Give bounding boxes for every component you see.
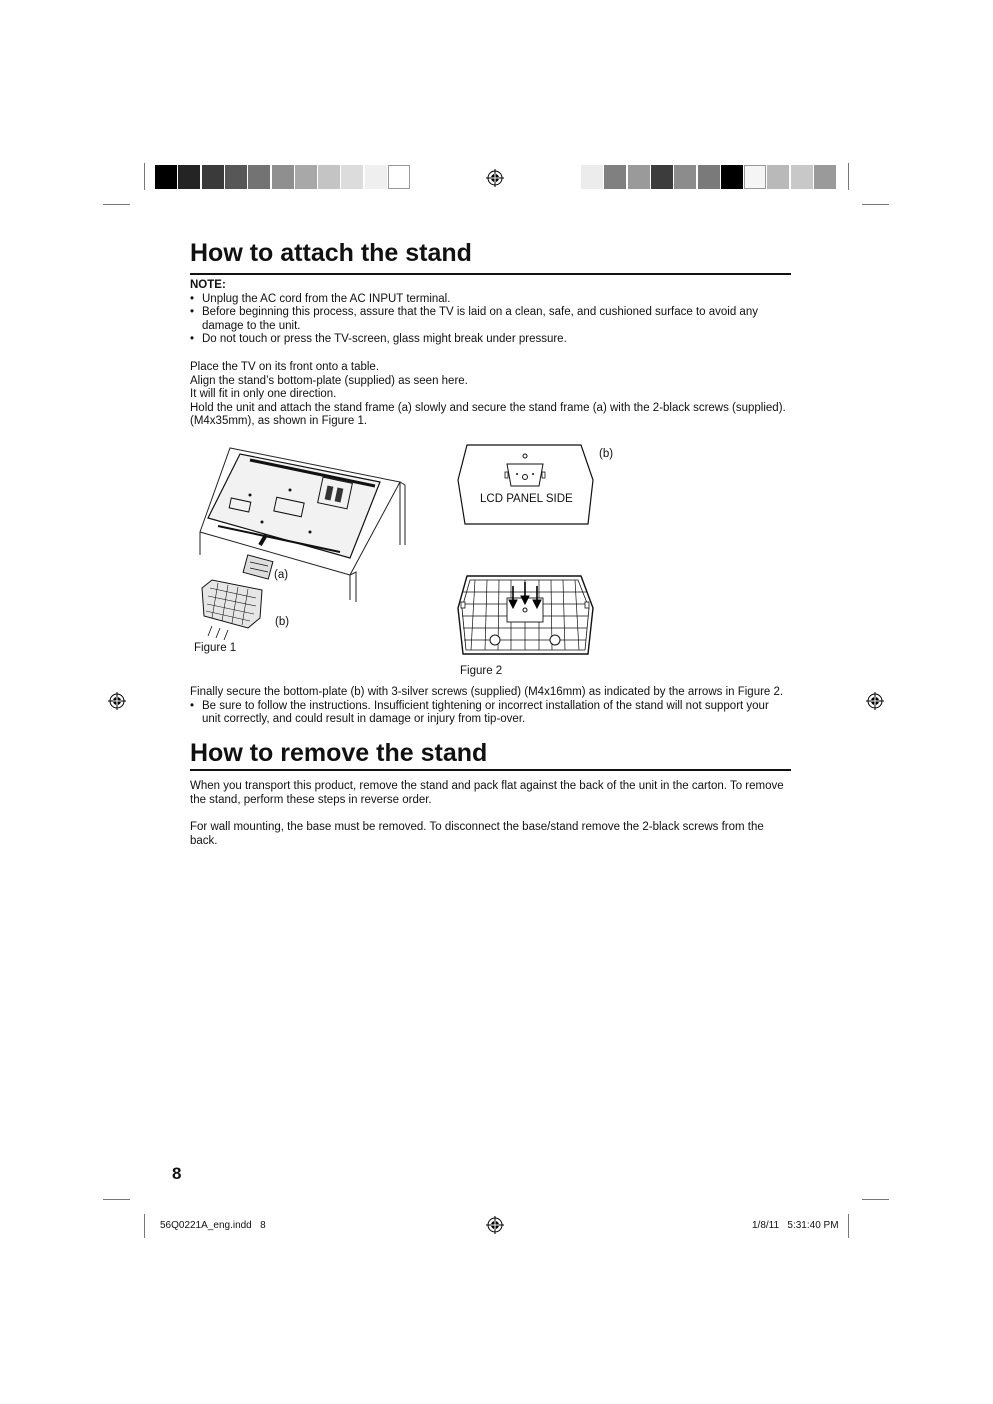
color-swatch [295, 165, 317, 189]
note-block [190, 279, 790, 347]
figure2-caption: Figure 2 [460, 665, 503, 677]
color-swatch [581, 165, 603, 189]
color-swatch [814, 165, 836, 189]
color-swatch [388, 165, 410, 189]
color-swatch [202, 165, 224, 189]
warning-item: • Be sure to follow the instructions. Insufficient tightening or incorrect installation of the stand will not support your unit correctly, and could result in damage or injury from tip-over. [190, 700, 790, 727]
color-swatch [721, 165, 743, 189]
registration-mark-icon [486, 169, 504, 187]
color-swatch [651, 165, 673, 189]
instruction-line: Hold the unit and attach the stand frame (a) slowly and secure the stand frame (a) with the 2-black screws (supplied). (M4x35mm), as shown in Figure 1. [190, 401, 786, 428]
instruction-line: Align the stand’s bottom-plate (supplied) as seen here. [190, 374, 468, 387]
remove-paragraph: When you transport this product, remove the stand and pack flat against the back of the unit in the carton. To remove the stand, perform these steps in reverse order. [190, 780, 784, 806]
registration-mark-icon [108, 692, 126, 710]
instruction-line: It will fit in only one direction. [190, 388, 337, 401]
registration-mark-icon [486, 1216, 504, 1234]
figure2-panel-side-label: LCD PANEL SIDE [480, 493, 573, 505]
remove-paragraph: For wall mounting, the base must be removed. To disconnect the base/stand remove the 2-black screws from the back. [190, 821, 764, 847]
note-item: • Unplug the AC cord from the AC INPUT terminal. [190, 293, 790, 307]
figure2-top-view [455, 440, 595, 530]
section-title-attach: How to attach the stand [190, 239, 472, 267]
crop-mark [103, 204, 130, 205]
crop-mark [144, 1214, 145, 1238]
instructions-block [190, 361, 790, 429]
figure2-bottom-view [455, 572, 595, 658]
figure1-label-a: (a) [274, 569, 289, 581]
color-swatch [225, 165, 247, 189]
figure1-illustration [190, 440, 415, 640]
crop-mark [103, 1199, 130, 1200]
crop-mark [848, 163, 849, 190]
section-title-remove: How to remove the stand [190, 739, 488, 767]
color-swatch [341, 165, 363, 189]
registration-mark-icon [866, 692, 884, 710]
crop-mark [862, 204, 889, 205]
color-swatch [155, 165, 177, 189]
footer-timestamp: 1/8/11 5:31:40 PM [752, 1220, 839, 1231]
color-swatch [744, 165, 766, 189]
crop-mark [848, 1214, 849, 1238]
color-swatch [178, 165, 200, 189]
final-step-paragraph: Finally secure the bottom-plate (b) with 3-silver screws (supplied) (M4x16mm) as indicated by the arrows in Figure 2. [190, 686, 784, 698]
instruction-line: Place the TV on its front onto a table. [190, 361, 380, 373]
color-swatch [698, 165, 720, 189]
crop-mark [144, 163, 145, 190]
note-label: NOTE: [190, 279, 226, 291]
title-rule [190, 273, 791, 275]
color-swatch [365, 165, 387, 189]
footer-file-name: 56Q0221A_eng.indd 8 [160, 1220, 266, 1231]
color-swatch [604, 165, 626, 189]
remove-block [190, 780, 790, 848]
color-swatch [248, 165, 270, 189]
note-item: • Do not touch or press the TV-screen, glass might break under pressure. [190, 333, 790, 347]
color-swatch [674, 165, 696, 189]
color-swatch [767, 165, 789, 189]
color-swatch [318, 165, 340, 189]
title-rule [190, 769, 791, 771]
figure1-label-b: (b) [275, 616, 290, 628]
figure1-caption: Figure 1 [194, 642, 237, 654]
note-item: • Before beginning this process, assure that the TV is laid on a clean, safe, and cushioned surface to avoid any damage to the unit. [190, 306, 790, 333]
crop-mark [862, 1199, 889, 1200]
color-swatch [272, 165, 294, 189]
final-step-block [190, 686, 790, 727]
page-number: 8 [172, 1164, 182, 1183]
figure2-label-b: (b) [599, 448, 614, 460]
color-swatch [791, 165, 813, 189]
color-swatch [628, 165, 650, 189]
